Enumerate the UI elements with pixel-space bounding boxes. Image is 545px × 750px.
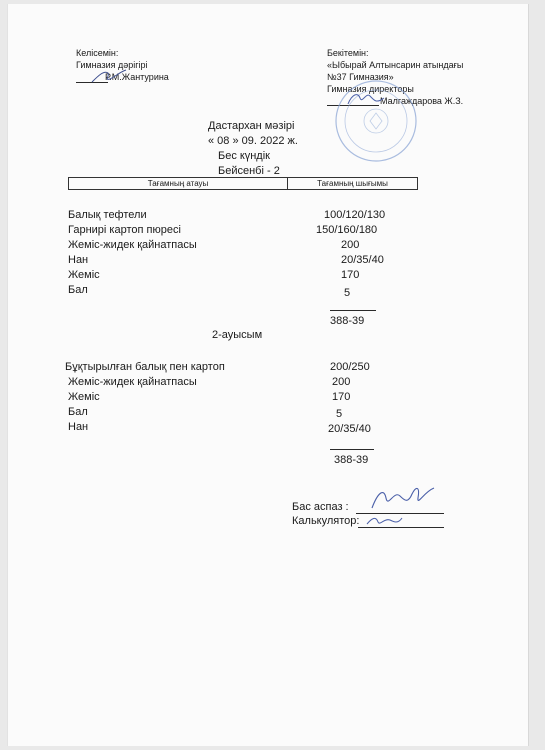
- approval-right-line1: «Ыбырай Алтынсарин атындағы: [327, 60, 464, 70]
- list-item-name: Бұқтырылған балық пен картоп: [65, 361, 225, 373]
- list-item-name: Жеміс-жидек қайнатпасы: [68, 239, 197, 251]
- list-item-name: Нан: [68, 421, 89, 433]
- menu-day: Бейсенбі - 2: [218, 165, 280, 177]
- menu-date: « 08 » 09. 2022 ж.: [208, 135, 298, 147]
- shift1-total: 388-39: [330, 315, 365, 327]
- list-item-amount: 100/120/130: [324, 209, 386, 221]
- approval-right-line4: Малгаждарова Ж.З.: [380, 96, 464, 106]
- list-item-name: Нан: [68, 254, 89, 266]
- list-item-amount: 20/35/40: [341, 254, 384, 266]
- list-item-name: Жеміс-жидек қайнатпасы: [68, 376, 197, 388]
- director-signature: [346, 88, 386, 110]
- menu-title: Дастархан мәзірі: [208, 120, 295, 132]
- shift2-title: 2-ауысым: [212, 329, 263, 341]
- approval-right-title: Бекітемін:: [327, 48, 369, 58]
- list-item-name: Жеміс: [68, 391, 100, 403]
- cook-label: Бас аспаз :: [292, 501, 349, 513]
- approval-left-line2: Р.М.Жантурина: [105, 72, 169, 82]
- list-item-amount: 5: [344, 287, 351, 299]
- doctor-signature: [90, 64, 130, 86]
- shift2-total: 388-39: [334, 454, 369, 466]
- column-yield-header: Тағамның шығымы: [317, 179, 388, 188]
- calculator-signature: [364, 512, 404, 530]
- approval-right-line3: Гимназия директоры: [327, 84, 414, 94]
- table-header: [68, 177, 418, 190]
- list-item-amount: 170: [332, 391, 351, 403]
- list-item-amount: 200/250: [330, 361, 370, 373]
- list-item-name: Жеміс: [68, 269, 100, 281]
- list-item-amount: 20/35/40: [328, 423, 371, 435]
- total-divider: [330, 310, 376, 311]
- list-item-name: Бал: [68, 284, 88, 296]
- menu-period: Бес күндік: [218, 150, 270, 162]
- cook-signature: [368, 482, 438, 516]
- document-page: [8, 4, 528, 746]
- total-divider: [330, 449, 374, 450]
- approval-left-line1: Гимназия дәрігірі: [76, 60, 148, 70]
- list-item-amount: 200: [332, 376, 351, 388]
- column-name-header: Тағамның атауы: [69, 178, 288, 189]
- list-item-name: Гарнирі картоп пюресі: [68, 224, 181, 236]
- list-item-amount: 200: [341, 239, 360, 251]
- list-item-amount: 150/160/180: [316, 224, 378, 236]
- list-item-amount: 170: [341, 269, 360, 281]
- approval-left-title: Келісемін:: [76, 48, 119, 58]
- calculator-label: Калькулятор:: [292, 515, 360, 527]
- list-item-name: Бал: [68, 406, 88, 418]
- list-item-name: Балық тефтели: [68, 209, 147, 221]
- approval-right-line2: №37 Гимназия»: [327, 72, 394, 82]
- list-item-amount: 5: [336, 408, 343, 420]
